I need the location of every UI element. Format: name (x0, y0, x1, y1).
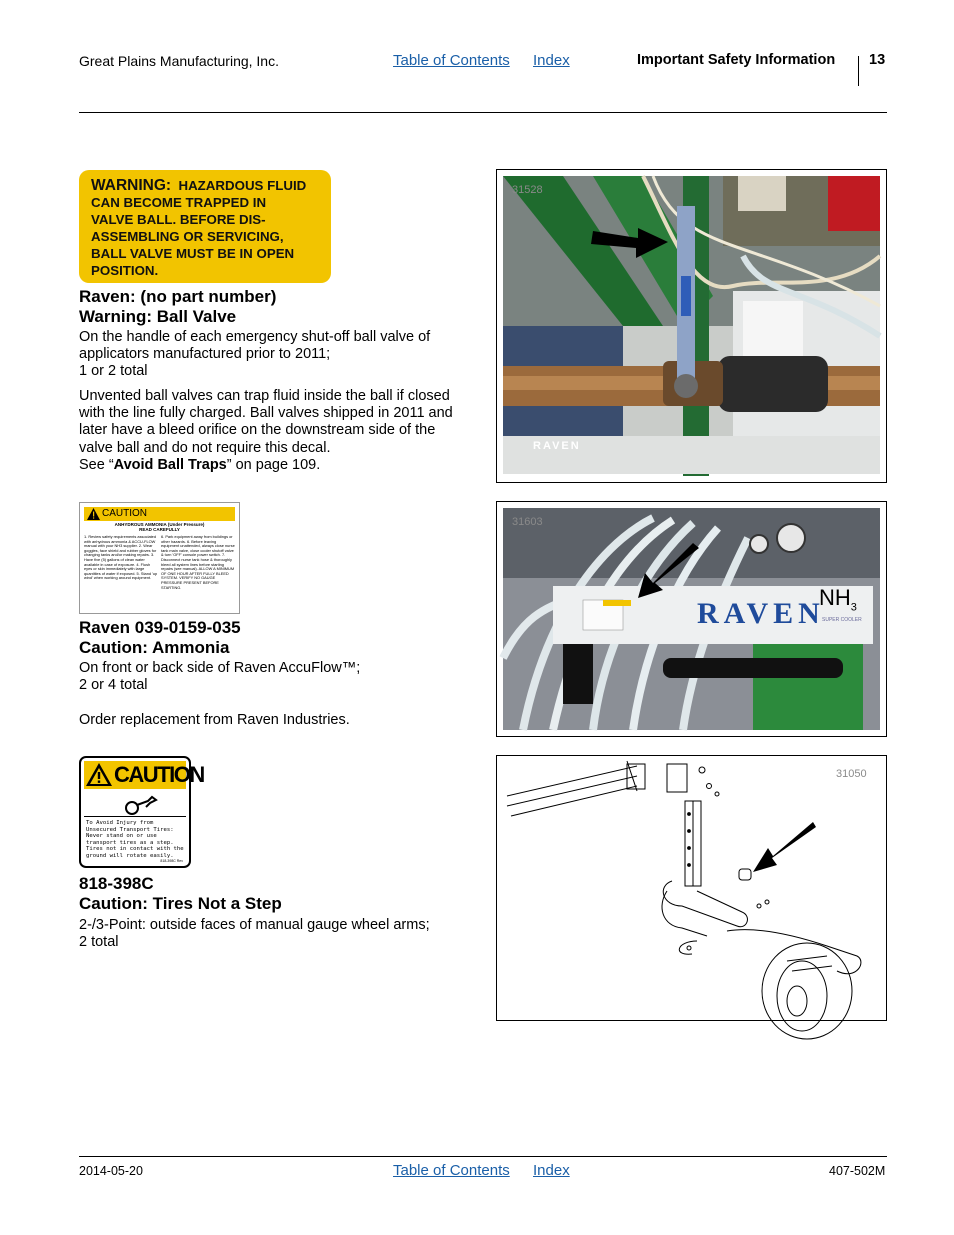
photo-ball-valve (503, 176, 880, 474)
tire-decal-caution-word: CAUTION (114, 762, 204, 787)
warning-decal-ball-valve (79, 170, 331, 283)
decal3-title-line1: 818-398C (79, 874, 154, 893)
avoid-ball-traps-link[interactable]: Avoid Ball Traps (113, 456, 227, 473)
header-rule (79, 112, 887, 113)
see-prefix: See “ (79, 456, 114, 473)
decal-line: VALVE BALL. BEFORE DIS- (91, 212, 266, 227)
photo-accuflow-frame (496, 501, 887, 737)
photo-raven-label: RAVEN (533, 440, 581, 452)
decal2-title (79, 618, 479, 658)
decal1-title (79, 287, 479, 327)
see-suffix: ” on page 109. (226, 456, 321, 473)
header-divider (858, 56, 859, 86)
page-number: 13 (869, 52, 886, 68)
photo-number-31050: 31050 (836, 768, 867, 780)
decal2-location (79, 660, 471, 694)
decal-warning-word: WARNING: (91, 177, 172, 194)
tire-step-icon (122, 793, 162, 815)
photo-ball-valve-frame (496, 169, 887, 483)
diagram-gauge-wheel (497, 756, 886, 1020)
decal1-title-line1: Raven: (no part number) (79, 287, 277, 306)
footer-rule (79, 1156, 887, 1157)
ammonia-decal-col1: 1. Review safety requirements associated with anhydrous ammonia & ACCU-FLOW manual with your NH3 supplier. 2. Wear goggles, face shield and rubber gloves for changing tanks and/or making repairs. 3. Have five (5) gallons of clean water available in case of exposure. 4. Flush eyes or skin immediately with large quantities of water if exposed. 5. Stand 'up wind' when working around equipment. (84, 534, 158, 581)
tire-decal-text: To Avoid Injury from Unsecured Transport Tires: Never stand on or use transport tires as a step. Tires not in contact with the ground will rotate easily. (86, 820, 184, 859)
ammonia-decal-subtitle: ANHYDROUS AMMONIA (Under Pressure) (114, 522, 205, 527)
photo-nh3-label (819, 585, 857, 613)
footer-index-link[interactable]: Index (533, 1162, 570, 1179)
decal1-count: 1 or 2 total (79, 363, 148, 380)
decal1-title-line2: Warning: Ball Valve (79, 307, 237, 326)
decal1-explanation-text: Unvented ball valves can trap fluid inside the ball if closed with the line fully charged. Ball valves shipped in 2011 and later have a bleed orifice on the downstream side of the valve ball and do not require this decal. (79, 388, 453, 456)
nh3-text: NH (819, 585, 851, 610)
decal-line: BALL VALVE MUST BE IN OPEN (91, 246, 295, 261)
decal3-count: 2 total (79, 934, 119, 951)
decal-line: HAZARDOUS FLUID (178, 178, 307, 193)
decal1-location-text: On the handle of each emergency shut-off ball valve of applicators manufactured prior to 2011; (79, 329, 431, 363)
photo-raven-brand: RAVEN (697, 597, 825, 630)
decal-line: ASSEMBLING OR SERVICING, (91, 229, 284, 244)
photo-super-cooler-label: SUPER COOLER (822, 617, 862, 623)
ammonia-decal-header (84, 507, 235, 521)
photo-number-31603: 31603 (512, 516, 543, 528)
ammonia-decal-col2: 6. Park equipment away from buildings or other hazards. 6. Before leaving equipment unattended, always close nurse tank main valve, close cooler shutoff valve & turn 'OFF' console power switch. 7. Disconnect nurse tank hose & thoroughly bleed all system lines before starting repairs (see manual). ALLOW A MINIMUM OF ONE HOUR AFTER FULLY BLEED SYSTEM. VERIFY NO GAUGE PRESSURE PRESENT BEFORE STARTING. (161, 534, 235, 590)
ammonia-decal-caution-word: CAUTION (102, 508, 147, 519)
ammonia-decal-instructions (84, 535, 235, 590)
tire-decal-header (84, 761, 204, 789)
decal-line: POSITION. (91, 263, 159, 278)
nh3-subscript: 3 (850, 601, 857, 614)
company-name: Great Plains Manufacturing, Inc. (79, 53, 279, 69)
footer-doc-number: 407-502M (829, 1164, 886, 1178)
warning-triangle-icon (86, 763, 112, 786)
decal1-location (79, 329, 471, 381)
warning-triangle-icon (87, 508, 100, 520)
ammonia-decal-read-carefully: READ CAREFULLY (139, 527, 180, 532)
diagram-gauge-wheel-frame (496, 755, 887, 1021)
tire-decal-pictogram (84, 791, 186, 817)
decal3-location-text: 2-/3-Point: outside faces of manual gauge wheel arms; (79, 917, 430, 933)
header-toc-link[interactable]: Table of Contents (393, 52, 510, 69)
header-index-link[interactable]: Index (533, 52, 570, 69)
decal-line: CAN BECOME TRAPPED IN (91, 195, 267, 210)
footer-toc-link[interactable]: Table of Contents (393, 1162, 510, 1179)
decal2-order-text: Order replacement from Raven Industries. (79, 712, 350, 728)
footer-date: 2014-05-20 (79, 1164, 143, 1178)
tire-decal-part-number: 818-398C Rev (160, 859, 183, 863)
decal3-location (79, 917, 471, 951)
caution-decal-tires (79, 756, 204, 868)
caution-decal-ammonia (79, 502, 240, 614)
decal2-location-text: On front or back side of Raven AccuFlow™; (79, 660, 361, 676)
decal3-title-line2: Caution: Tires Not a Step (79, 894, 282, 913)
photo-number-31528: 31528 (512, 184, 543, 196)
decal2-title-line2: Caution: Ammonia (79, 638, 230, 657)
decal3-title (79, 874, 479, 914)
decal1-see-reference (79, 457, 471, 474)
decal2-count: 2 or 4 total (79, 677, 148, 694)
section-title: Important Safety Information (637, 52, 836, 68)
decal2-title-line1: Raven 039-0159-035 (79, 618, 241, 637)
decal1-explanation (79, 388, 471, 474)
